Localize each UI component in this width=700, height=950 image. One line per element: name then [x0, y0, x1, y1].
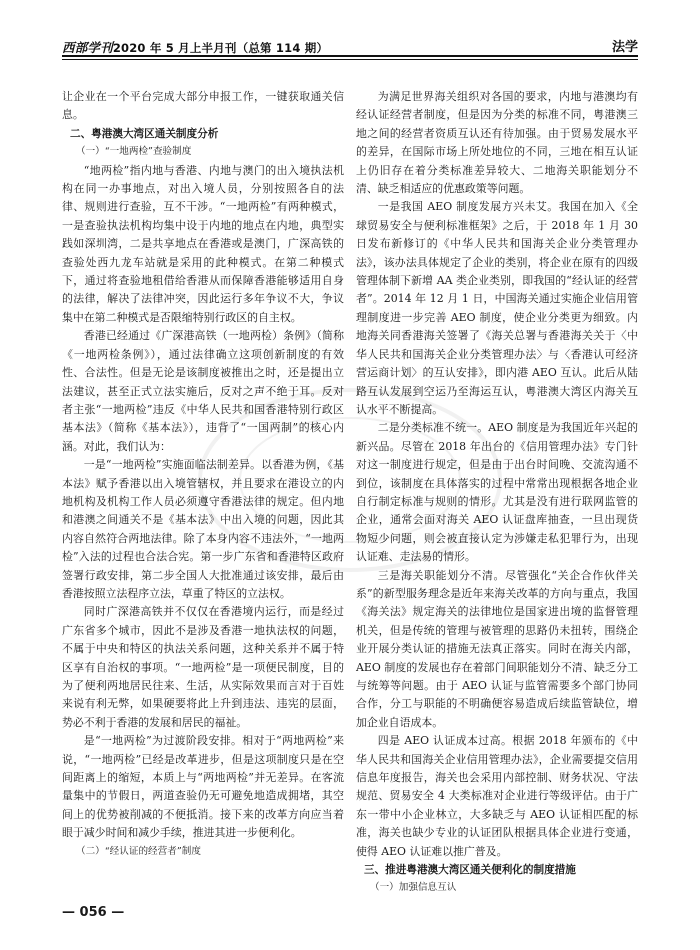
- right-column: [356, 88, 638, 898]
- section-heading: 三、推进粤港澳大湾区通关便利化的制度措施: [364, 864, 576, 877]
- paragraph: “地两检”指内地与香港、内地与澳门的出入境执法机构在同一办事地点，对出入境人员，分别按照各自的法律、规则进行查验，互不干涉。“一地两检”有两种模式，一是查验执法机构均集中设于内地的地点在内地，典型实践如深圳湾，二是共享地点在香港或是澳门，广深高铁的查验处西九龙车站就是采用的此种模式。在第二种模式下，通过将查验地租借给香港从而保障香港能够适用自身的法律，解决了法律冲突，因此运行多年争议不大，争议集中在第二种模式是否限缩特别行政区的自主权。: [62, 163, 344, 324]
- subsection-heading: （一）加强信息互认: [370, 882, 457, 894]
- header-rule-thin: [62, 59, 638, 60]
- subsection-heading: （一）“一地两检”查验制度: [76, 146, 192, 158]
- journal-issue: 2020 年 5 月上半月刊（总第 114 期）: [112, 41, 329, 55]
- paragraph: 一是我国 AEO 制度发展方兴未艾。我国在加入《全球贸易安全与便利标准框架》之后，于 2018 年 1 月 30 日发布新修订的《中华人民共和国海关企业分类管理办法》，该办法具体规定了企业的类别，将企业在原有的四级管理体制下新增 AA 类企业类别，即我国的“经认证的经营者”。2014 年 12 月 1 日，中国海关通过实施企业信用管理制度进一步完善 AEO 制度，使企业分类更为细致。内地海关同香港海关签署了《海关总署与香港海关关于〈中华人民共和国海关企业分类管理办法〉与〈香港认可经济营运商计划〉的互认安排》，即内港 AEO 互认。此后从陆路互认发展到空运乃至海运互认，粤港澳大湾区内海关互认水平不断提高。: [356, 200, 638, 416]
- paragraph: 为满足世界海关组织对各国的要求，内地与港澳均有经认证经营者制度，但是因为分类的标准不同，粤港澳三地之间的经营者资质互认还有待加强。由于贸易发展水平的差异，在国际市场上所处地位的不同，三地在相互认证上仍旧存在着分类标准差异较大、二地海关职能划分不清、缺乏相适应的优惠政策等问题。: [356, 90, 638, 196]
- paragraph: 香港已经通过《广深港高铁（一地两检）条例》（简称《一地两检条例》），通过法律确立这项创新制度的有效性、合法性。但是无论是该制度被推出之时，还是提出立法建议，甚至正式立法实施后，反对之声不绝于耳。反对者主张“一地两检”违反《中华人民共和国香港特别行政区基本法》（简称《基本法》），违背了“一国两制”的核心内涵。对此，我们认为：: [62, 329, 344, 453]
- paragraph: 同时广深港高铁并不仅仅在香港境内运行，而是经过广东省多个城市，因此不是涉及香港一地执法权的问题，不属于中央和特区的执法关系问题，这种关系并不属于特区享有自治权的事项。“一地两检”是一项便民制度，目的为了便利两地居民往来、生活，从实际效果而言对于百姓来说有利无弊，如果硬要将此上升到违法、违宪的层面，势必不利于香港的发展和居民的福祉。: [62, 605, 344, 729]
- paragraph: 让企业在一个平台完成大部分申报工作，一键获取通关信息。: [62, 90, 344, 122]
- paragraph: 二是分类标准不统一。AEO 制度是为我国近年兴起的新兴品。尽管在 2018 年出台的《信用管理办法》专门针对这一制度进行规定，但是由于出台时间晚、交流沟通不到位，该制度在具体落实的过程中常常出现根据各地企业自行制定标准与规则的情形。尤其是没有进行联网监管的企业，通常会面对海关 AEO 认证盘库抽查，一旦出现货物短少问题，则会被直接认定为涉嫌走私犯罪行为，出现认证难、走法易的情形。: [356, 421, 638, 564]
- page-header: [62, 36, 638, 76]
- page-number: — 056 —: [62, 905, 125, 920]
- paragraph: 三是海关职能划分不清。尽管强化“关企合作伙伴关系”的新型服务理念是近年来海关改革的方向与重点，我国《海关法》规定海关的法律地位是国家进出境的监督管理机关，但是传统的管理与被管理的思路仍未扭转，围绕企业开展分类认证的措施无法真正落实。同时在海关内部，AEO 制度的发展也存在着部门间职能划分不清、缺乏分工与统筹等问题。由于 AEO 认证与监管需要多个部门协同合作，分工与职能的不明确便容易造成后续监管缺位，增加企业自语成本。: [356, 568, 638, 729]
- subsection-heading: （二）“经认证的经营者”制度: [76, 845, 201, 857]
- paragraph: 是“一地两检”为过渡阶段安排。相对于“两地两检”来说，“一地两检”已经是改革进步，但是这项制度只是在空间距离上的缩短，本质上与“两地两检”并无差异。在客流量集中的节假日，两道查验仍无可避免地造成拥堵，其空间上的优势被削减的不便抵消。接下来的改革方向应当着眼于减少时间和减少手续，推进其进一步便利化。: [62, 734, 344, 840]
- left-column: [62, 88, 344, 861]
- journal-masthead: [62, 38, 328, 56]
- header-rule-thick: [62, 55, 638, 57]
- section-heading: 二、粤港澳大湾区通关制度分析: [70, 127, 219, 140]
- paragraph: 四是 AEO 认证成本过高。根据 2018 年颁布的《中华人民共和国海关企业信用管理办法》，企业需要提交信用信息年度报告，海关也会采用内部控制、财务状况、守法规范、贸易安全 4 大类标准对企业进行等级评估。由于广东一带中小企业林立，大多缺乏与 AEO 认证相匹配的标准，海关也缺少专业的认证团队根据具体企业进行变通，使得 AEO 认证难以推广普及。: [356, 734, 638, 858]
- journal-brand: 西部学刊: [62, 40, 113, 55]
- section-label: 法学: [611, 40, 638, 55]
- paragraph: 一是“一地两检”实施面临法制差异。以香港为例，《基本法》赋予香港以出入境管辖权，并且要求在港设立的内地机构及机构工作人员必须遵守香港法律的规定。但内地和港澳之间通关不是《基本法》中出入境的问题，因此其内容自然符合两地法律。除了本身内容不违法外，“一地两检”入法的过程也合法合宪。第一步广东省和香港特区政府签署行政安排，第二步全国人大批准通过该安排，最后由香港按照立法程序立法，草重了特区的立法权。: [62, 458, 344, 600]
